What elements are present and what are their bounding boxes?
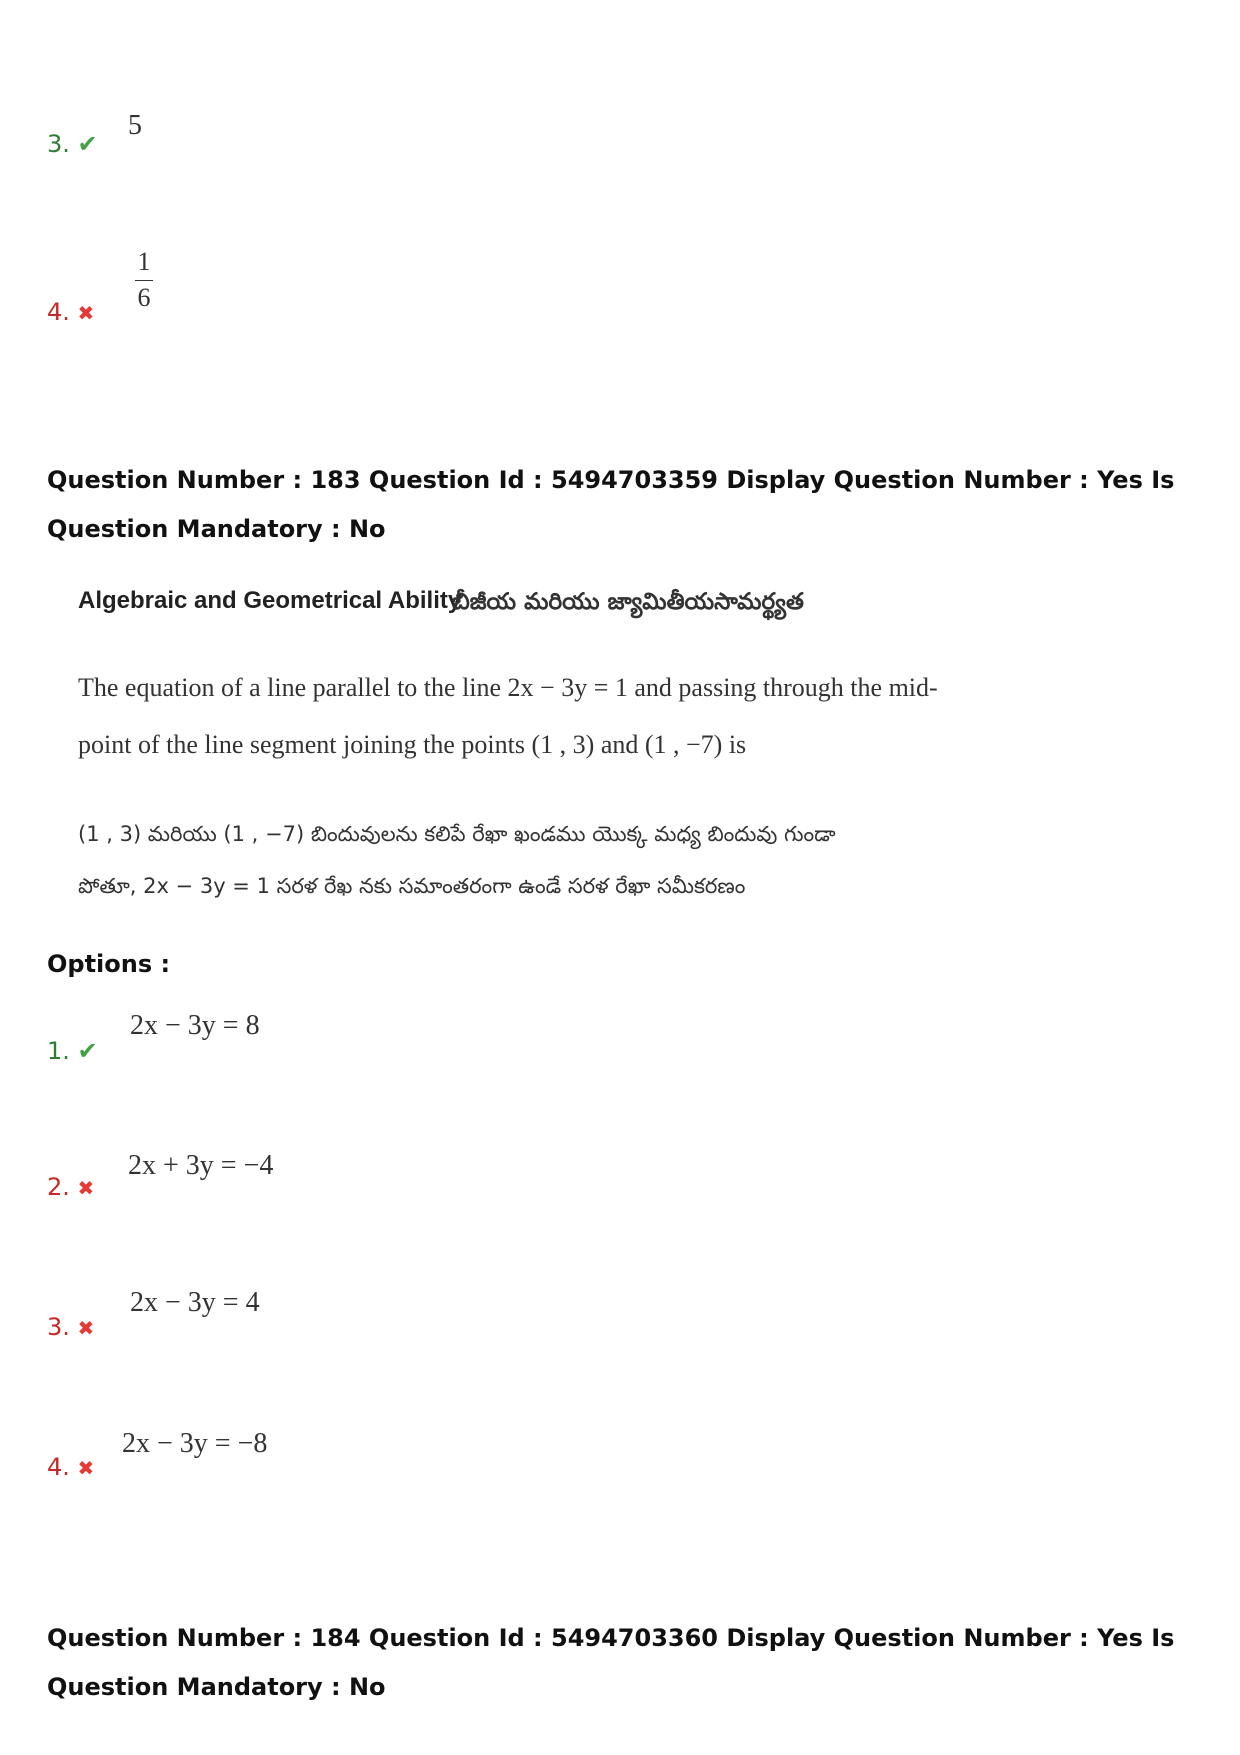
prev-option-3-value: 5 (128, 110, 142, 141)
fraction-bar (135, 280, 153, 282)
option-3 (47, 1313, 94, 1341)
question-184-header: Question Number : 184 Question Id : 5494703360 Display Question Number : Yes Is Question Mandatory : No (47, 1624, 1175, 1701)
check-icon: ✔ (77, 130, 98, 158)
option-number: 4. (47, 1453, 70, 1481)
prev-option-4 (47, 298, 94, 326)
option-1 (47, 1037, 98, 1065)
question-text-en-line1: The equation of a line parallel to the line 2x − 3y = 1 and passing through the mid- (78, 673, 938, 702)
cross-icon: ✖ (77, 301, 95, 325)
check-icon: ✔ (77, 1037, 98, 1065)
question-text-te-line2: పోతూ, 2x − 3y = 1 సరళ రేఖ నకు సమాంతరంగా ఉండే సరళ రేఖా సమీకరణం (78, 874, 746, 898)
question-text-te-line1: (1 , 3) మరియు (1 , −7) బిందువులను కలిపే రేఖా ఖండము యొక్క మధ్య బిందువు గుండా (78, 822, 836, 846)
option-4-value: 2x − 3y = −8 (122, 1428, 268, 1459)
question-text-en-line2: point of the line segment joining the points (1 , 3) and (1 , −7) is (78, 730, 747, 759)
option-2-value: 2x + 3y = −4 (128, 1150, 274, 1181)
option-number: 1. (47, 1037, 70, 1065)
cross-icon: ✖ (77, 1456, 95, 1480)
fraction-numerator: 1 (137, 247, 151, 276)
subject-te: బీజీయ మరియు జ్యామితీయసామర్థ్యత (452, 589, 804, 615)
prev-option-4-fraction (135, 248, 153, 313)
cross-icon: ✖ (77, 1316, 95, 1340)
option-number: 3. (47, 1313, 70, 1341)
fraction-denominator: 6 (137, 283, 151, 313)
option-number: 4. (47, 298, 70, 326)
cross-icon: ✖ (77, 1176, 95, 1200)
option-1-value: 2x − 3y = 8 (130, 1010, 260, 1041)
question-183-header: Question Number : 183 Question Id : 5494703359 Display Question Number : Yes Is Question Mandatory : No (47, 466, 1175, 543)
option-4 (47, 1453, 94, 1481)
prev-option-3 (47, 130, 98, 158)
option-number: 3. (47, 130, 70, 158)
options-label: Options : (47, 950, 171, 978)
option-2 (47, 1173, 94, 1201)
option-number: 2. (47, 1173, 70, 1201)
subject-en: Algebraic and Geometrical Ability (78, 587, 462, 614)
option-3-value: 2x − 3y = 4 (130, 1287, 260, 1318)
